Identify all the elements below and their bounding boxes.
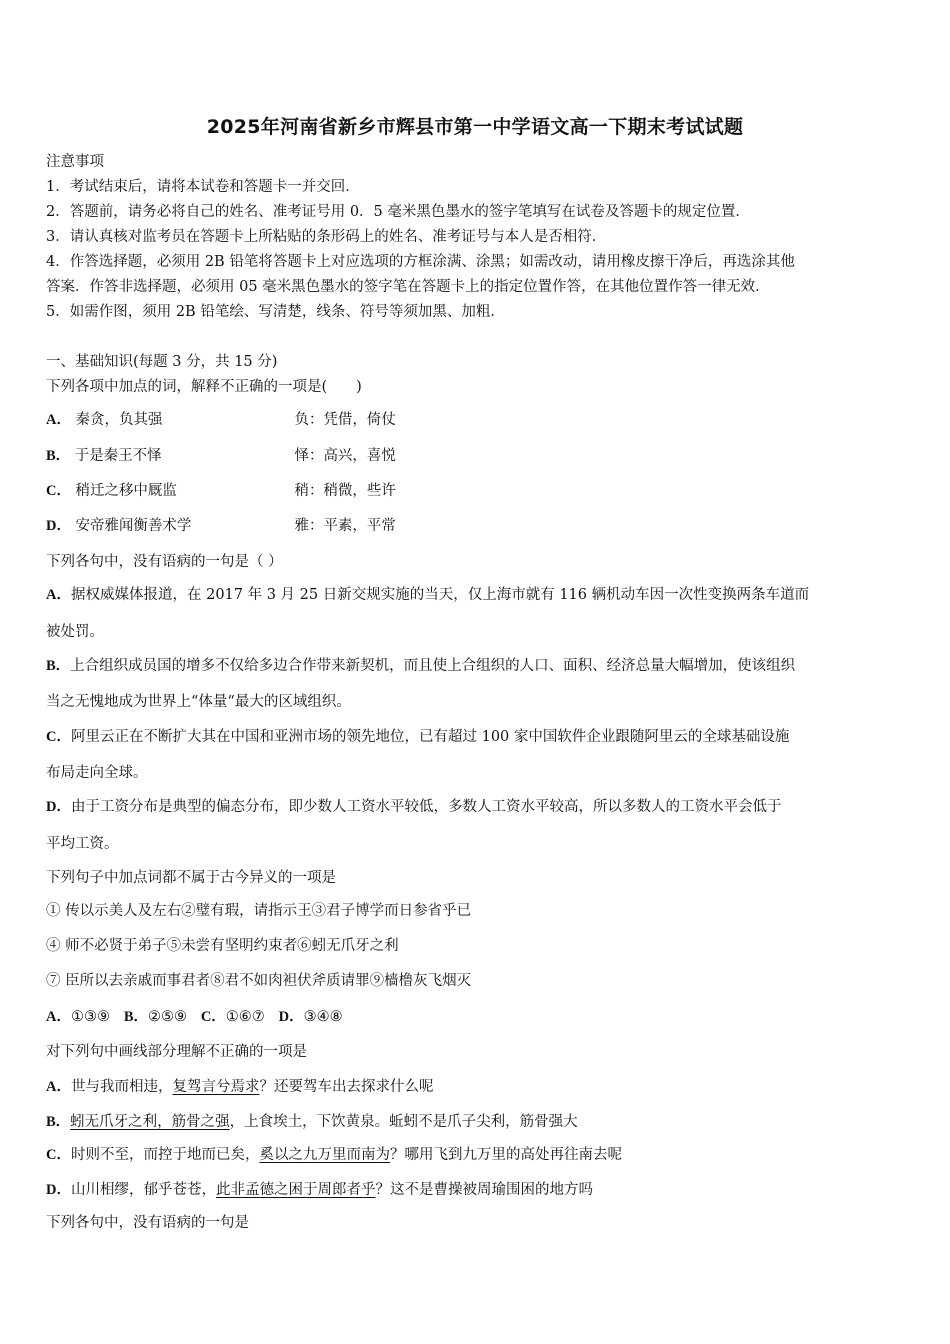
- option-text: 由于工资分布是典型的偏态分布，即少数人工资水平较低，多数人工资水平较高，所以多数人的工资水平会低于: [70, 799, 782, 815]
- choice-label: D．: [278, 1009, 304, 1025]
- choice-text: ①③⑨: [70, 1009, 110, 1025]
- option-explanation: ？这不是曹操被周瑜围困的地方吗: [375, 1182, 593, 1198]
- question-stem: 对下列句中画线部分理解不正确的一项是: [46, 1044, 307, 1060]
- option-label: B．: [46, 448, 71, 464]
- option-line: [46, 656, 795, 676]
- question-line: ⑦ 臣所以去亲戚而事君者⑧君不如肉袒伏斧质请罪⑨樯橹灰飞烟灭: [46, 973, 472, 989]
- option-label: D．: [46, 799, 71, 815]
- question-line: ① 传以示美人及左右②璧有瑕，请指示王③君子博学而日参省乎已: [46, 903, 472, 919]
- notice-item: 答案．作答非选择题，必须用 05 毫米黑色墨水的签字笔在答题卡上的指定位置作答，在其他位置作答一律无效．: [46, 279, 770, 295]
- question-stem: 下列各项中加点的词，解释不正确的一项是( ): [46, 379, 362, 395]
- option-label: B．: [46, 658, 71, 674]
- option-text: 于是秦王不怿: [74, 448, 162, 464]
- option-label: B．: [46, 1114, 71, 1130]
- option-continuation: 平均工资。: [46, 836, 119, 852]
- notice-item: 1．考试结束后，请将本试卷和答题卡一并交回．: [46, 179, 360, 195]
- choice-label: A．: [46, 1009, 71, 1025]
- notice-item: 2．答题前，请务必将自己的姓名、准考证号用 0．5 毫米黑色墨水的签字笔填写在试卷及答题卡的规定位置．: [46, 204, 750, 220]
- option-line: [46, 585, 809, 605]
- option-label: A．: [46, 587, 71, 603]
- option-text: 时则不至，而控于地而已矣，: [70, 1147, 260, 1163]
- underlined-phrase: 此非孟德之困于周郎者乎: [215, 1182, 376, 1198]
- notice-item: 5．如需作图，须用 2B 铅笔绘、写清楚，线条、符号等须加黑、加粗．: [46, 304, 505, 320]
- choice-text: ②⑤⑨: [147, 1009, 187, 1025]
- option-label: A．: [46, 1079, 71, 1095]
- option-row: [46, 516, 904, 536]
- option-label: D．: [46, 518, 71, 534]
- question-stem: 下列各句中，没有语病的一句是（ ）: [46, 554, 283, 570]
- option-gloss: 稍：稍微，些许: [294, 483, 396, 499]
- option-label: A．: [46, 412, 71, 428]
- option-continuation: 被处罚。: [46, 624, 104, 640]
- option-explanation: ？还要驾车出去探求什么呢: [259, 1079, 434, 1095]
- option-label: C．: [46, 1147, 71, 1163]
- option-text: 稍迁之移中厩监: [75, 483, 177, 499]
- option-line: [46, 1145, 622, 1165]
- section-heading: 一、基础知识(每题 3 分，共 15 分): [46, 354, 278, 370]
- option-line: [46, 797, 781, 817]
- option-row: [46, 481, 904, 501]
- notice-heading: 注意事项: [46, 154, 104, 170]
- choice-label: C．: [200, 1009, 226, 1025]
- option-label: C．: [46, 483, 71, 499]
- question-stem: 下列各句中，没有语病的一句是: [46, 1215, 249, 1231]
- option-text: 上合组织成员国的增多不仅给多边合作带来新契机，而且使上合组织的人口、面积、经济总量大幅增加，使该组织: [70, 658, 796, 674]
- question-stem: 下列句子中加点词都不属于古今异义的一项是: [46, 870, 336, 886]
- option-text: 秦贪，负其强: [75, 412, 163, 428]
- notice-item: 4．作答选择题，必须用 2B 铅笔将答题卡上对应选项的方框涂满、涂黑；如需改动，请用橡皮擦干净后，再选涂其他: [46, 254, 795, 270]
- option-explanation: ？哪用飞到九万里的高处再往南去呢: [389, 1147, 622, 1163]
- page-title: 2025年河南省新乡市辉县市第一中学语文高一下期末考试试题: [206, 116, 744, 138]
- option-gloss: 雅：平素，平常: [294, 518, 396, 534]
- option-text: 据权威媒体报道，在 2017 年 3 月 25 日新交规实施的当天，仅上海市就有 116 辆机动车因一次性变换两条车道而: [70, 587, 810, 603]
- choice-label: B．: [123, 1009, 148, 1025]
- underlined-phrase: 蚓无爪牙之利，筋骨之强: [70, 1114, 230, 1130]
- option-gloss: 负：凭借，倚仗: [294, 412, 396, 428]
- underlined-phrase: 复驾言兮焉求: [172, 1079, 260, 1095]
- choice-text: ①⑥⑦: [225, 1009, 265, 1025]
- notice-item: 3．请认真核对监考员在答题卡上所粘贴的条形码上的姓名、准考证号与本人是否相符．: [46, 229, 607, 245]
- question-line: ④ 师不必贤于弟子⑤未尝有坚明约束者⑥蚓无爪牙之利: [46, 938, 399, 954]
- option-row: [46, 446, 904, 466]
- option-text: 安帝雅闻衡善术学: [75, 518, 192, 534]
- option-continuation: 当之无愧地成为世界上“体量“最大的区域组织。: [46, 694, 351, 710]
- option-continuation: 布局走向全球。: [46, 765, 148, 781]
- option-label: C．: [46, 729, 71, 745]
- option-label: D．: [46, 1182, 71, 1198]
- choice-text: ③④⑧: [303, 1009, 343, 1025]
- option-row: [46, 410, 904, 430]
- option-line: [46, 727, 789, 747]
- underlined-phrase: 奚以之九万里而南为: [259, 1147, 390, 1163]
- choice-row: [46, 1007, 343, 1027]
- option-gloss: 怿：高兴，喜悦: [294, 448, 396, 464]
- option-line: [46, 1112, 578, 1132]
- option-explanation: ，上食埃土，下饮黄泉。蚯蚓不是爪子尖利，筋骨强大: [229, 1114, 578, 1130]
- option-text: 阿里云正在不断扩大其在中国和亚洲市场的领先地位，已有超过 100 家中国软件企业跟随阿里云的全球基础设施: [70, 729, 790, 745]
- option-line: [46, 1077, 433, 1097]
- option-text: 世与我而相违，: [70, 1079, 173, 1095]
- option-text: 山川相缪，郁乎苍苍，: [70, 1182, 216, 1198]
- option-line: [46, 1180, 593, 1200]
